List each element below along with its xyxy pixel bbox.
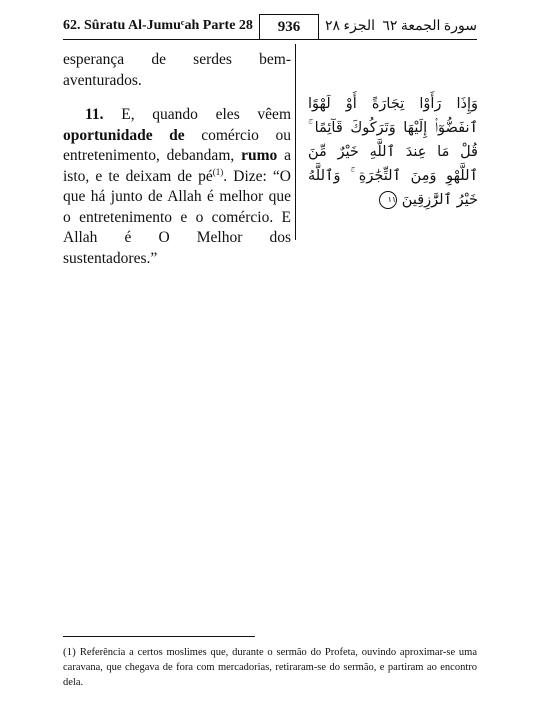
verse-11-translation: 11. E, quando eles vêem oportunidade de comércio ou entretenimento, debandam, rumo a isto, e te deixam de $pé^{(1)}$. Dize: “O que há junto de Allah é melhor que o entretenimento e o comércio. E Allah é O Melhor dos sustentadores.” [63,106,291,267]
header-surah-arabic: سورة الجمعة ٦٢ [382,19,477,34]
page-header [63,14,477,40]
header-juz-arabic: الجزء ٢٨ [325,19,376,34]
header-rule [63,39,477,40]
verse-number: 11. [85,106,104,123]
continuation-text: esperança de serdes bem-aventurados. [63,51,291,89]
footnote [63,645,477,690]
ayah-number-circle: ١١ [379,191,397,209]
header-surah-part-title: 62. Sûratu Al-Jumuᶜah Parte 28 [63,18,253,33]
column-divider [295,44,296,240]
translation-column [63,50,291,269]
footnote-marker: (1) [63,646,76,658]
arabic-verse-text: وَإِذَا رَأَوْا تِجَارَةً أَوْ لَهْوًا ٱنفَضُّوٓا۟ إِلَيْهَا وَتَرَكُوكَ قَآئِمًا ۚ قُلْ مَا عِندَ ٱللَّهِ خَيْرٌ مِّنَ ٱللَّهْوِ وَمِنَ ٱلتِّجَٰرَةِ ۚ وَٱللَّهُ خَيْرُ ٱلرَّٰزِقِينَ [308,96,478,208]
arabic-verse-column [308,92,478,212]
page-number-box: 936 [259,14,319,40]
bracket-bold-1: oportunidade de [63,126,185,144]
bracket-bold-2: rumo [241,147,278,164]
footnote-text: Referência a certos moslimes que, durante o sermão do Profeta, ouvindo aproximar-se uma caravana, que chegava de fora com mercadorias, retiraram-se do sermão, e partiram ao encontro dela. [63,647,477,688]
footnote-reference: (1) [212,166,224,177]
footnote-rule [63,636,255,637]
